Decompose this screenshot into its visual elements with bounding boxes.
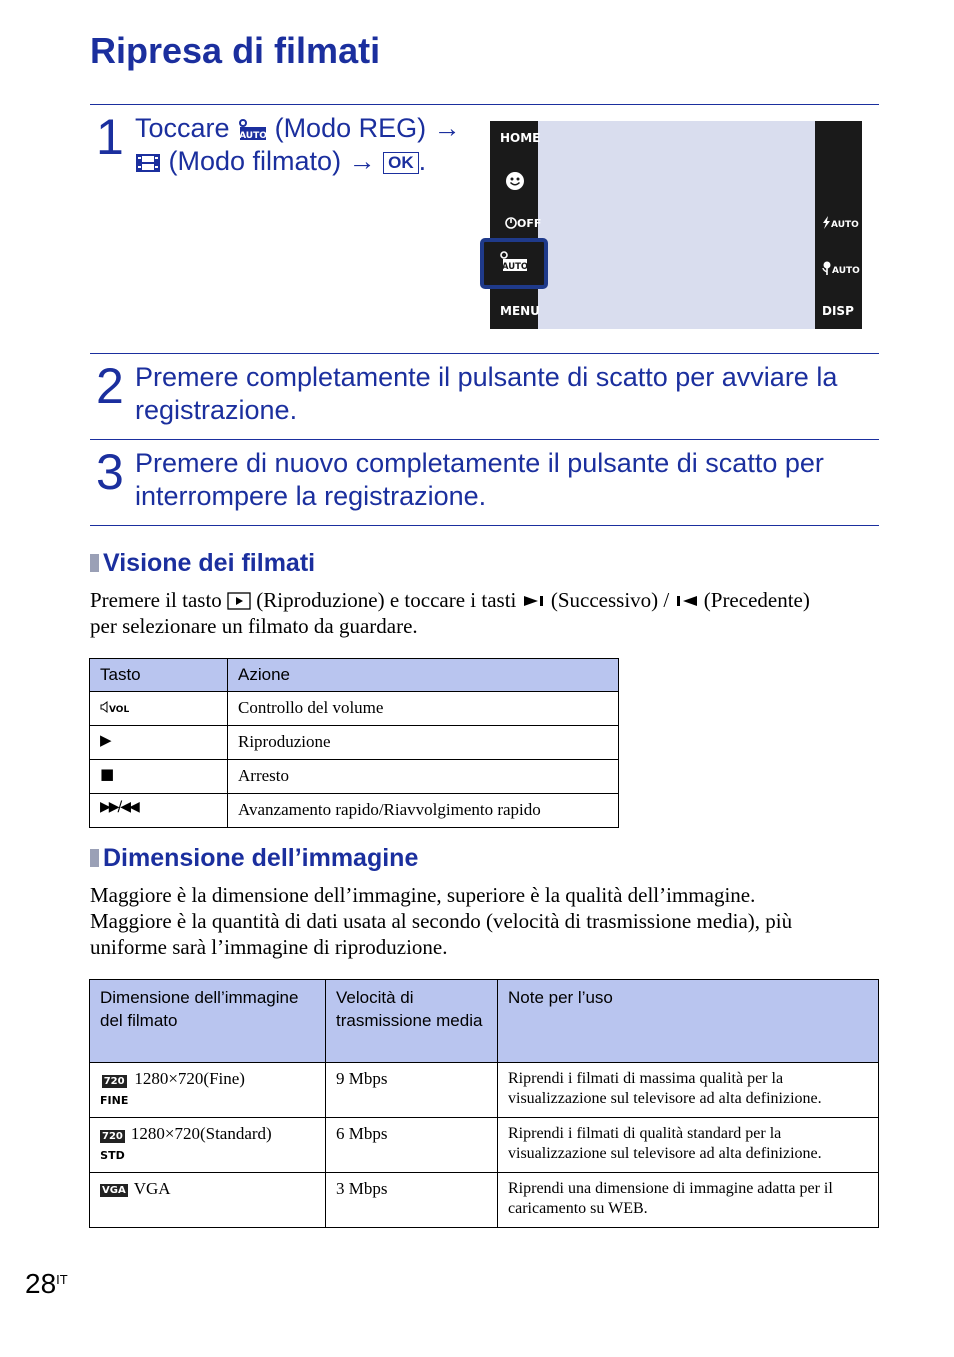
table-header: Azione bbox=[228, 659, 619, 692]
divider bbox=[90, 439, 879, 440]
self-timer-icon bbox=[505, 215, 517, 229]
table-cell-size: VGA VGA bbox=[90, 1173, 326, 1228]
rec-mode-button-highlighted[interactable] bbox=[480, 238, 548, 289]
table-row bbox=[90, 1063, 879, 1118]
page-number: $28^{IT}$ bbox=[25, 1268, 68, 1299]
table-cell-key: ▶ bbox=[90, 726, 228, 760]
camera-auto-icon bbox=[498, 250, 530, 274]
size-vga-icon: VGA bbox=[102, 1185, 126, 1196]
step-number: 1 bbox=[96, 109, 124, 165]
table-row bbox=[90, 794, 619, 828]
table-cell-size: 720 STD1280×720(Standard) bbox=[90, 1118, 326, 1173]
table-row bbox=[90, 692, 619, 726]
table-cell-key: VOL bbox=[90, 692, 228, 726]
step2-text: Premere completamente il pulsante di scatto per avviare la registrazione. bbox=[135, 362, 838, 425]
step3-text: Premere di nuovo completamente il pulsante di scatto per interrompere la registrazione. bbox=[135, 448, 824, 511]
disp-button[interactable]: DISP bbox=[822, 304, 854, 318]
step-number: 2 bbox=[96, 358, 124, 414]
section1-paragraph: Premere il tasto (Riproduzione) e toccare i tasti (Successivo) / (Precedente) per selezionare un filmato da guardare. bbox=[90, 588, 810, 638]
smile-icon[interactable] bbox=[504, 170, 526, 192]
table-cell-action: Arresto bbox=[228, 760, 619, 794]
step1-text: Toccare AUTO (Modo REG) → (Modo filmato) → OK . bbox=[135, 113, 461, 176]
flash-auto-button[interactable]: AUTO bbox=[822, 214, 859, 232]
svg-text:AUTO: AUTO bbox=[501, 262, 529, 272]
macro-flower-icon bbox=[822, 261, 832, 275]
camera-screen bbox=[490, 121, 862, 329]
divider bbox=[90, 525, 879, 526]
table-cell-key: ■ bbox=[90, 760, 228, 794]
table-header: Note per l’uso bbox=[498, 980, 879, 1063]
table-cell-action: Riproduzione bbox=[228, 726, 619, 760]
table-header-row bbox=[90, 659, 619, 692]
next-icon bbox=[522, 593, 546, 609]
table-cell-note: Riprendi i filmati di massima qualità per la visualizzazione sul televisore ad alta definizione. bbox=[498, 1063, 879, 1118]
divider bbox=[90, 353, 879, 354]
size-720-fine-icon: 720 FINE bbox=[100, 1076, 129, 1107]
table-cell-action: Avanzamento rapido/Riavvolgimento rapido bbox=[228, 794, 619, 828]
table-cell-key: ▶▶/◀◀ bbox=[90, 794, 228, 828]
section2-paragraph: Maggiore è la dimensione dell’immagine, superiore è la qualità dell’immagine. Maggiore è la quantità di dati usata al secondo (velocità di trasmissione media), più uniforme sarà l’immagine di riproduzione. bbox=[90, 883, 793, 959]
home-button[interactable]: HOME bbox=[500, 131, 541, 145]
camera-auto-icon bbox=[237, 118, 267, 142]
table-cell-note: Riprendi una dimensione di immagine adatta per il caricamento su WEB. bbox=[498, 1173, 879, 1228]
step-number: 3 bbox=[96, 444, 124, 500]
table-header: Dimensione dell’immagine del filmato bbox=[90, 980, 326, 1063]
table-row bbox=[90, 726, 619, 760]
table-row bbox=[90, 1173, 879, 1228]
section-heading: Dimensione dell’immagine bbox=[90, 844, 418, 873]
speaker-icon bbox=[100, 701, 109, 713]
table-cell-rate: 9 Mbps bbox=[326, 1063, 498, 1118]
table-header: Velocità di trasmissione media bbox=[326, 980, 498, 1063]
self-timer-off-button[interactable]: OFF bbox=[505, 214, 541, 232]
table-cell-rate: 6 Mbps bbox=[326, 1118, 498, 1173]
playback-controls-table bbox=[89, 658, 619, 828]
macro-auto-button[interactable]: AUTO bbox=[822, 260, 860, 278]
table-cell-action: Controllo del volume bbox=[228, 692, 619, 726]
page-title: Ripresa di filmati bbox=[90, 30, 381, 71]
size-720-std-icon: 720 STD bbox=[100, 1131, 125, 1162]
movie-mode-icon bbox=[135, 152, 161, 174]
ok-button[interactable]: OK bbox=[383, 152, 419, 174]
table-cell-rate: 3 Mbps bbox=[326, 1173, 498, 1228]
svg-text:AUTO: AUTO bbox=[239, 130, 267, 141]
table-cell-note: Riprendi i filmati di qualità standard per la visualizzazione sul televisore ad alta definizione. bbox=[498, 1118, 879, 1173]
table-row bbox=[90, 760, 619, 794]
table-header: Tasto bbox=[90, 659, 228, 692]
table-header-row bbox=[90, 980, 879, 1063]
divider bbox=[90, 104, 879, 105]
table-cell-size: 720 FINE1280×720(Fine) bbox=[90, 1063, 326, 1118]
flash-icon bbox=[822, 216, 831, 229]
playback-button-icon bbox=[227, 592, 251, 610]
image-size-table bbox=[89, 979, 879, 1228]
section-heading: Visione dei filmati bbox=[90, 549, 315, 578]
menu-button[interactable]: MENU bbox=[500, 304, 540, 318]
previous-icon bbox=[675, 593, 699, 609]
table-row bbox=[90, 1118, 879, 1173]
